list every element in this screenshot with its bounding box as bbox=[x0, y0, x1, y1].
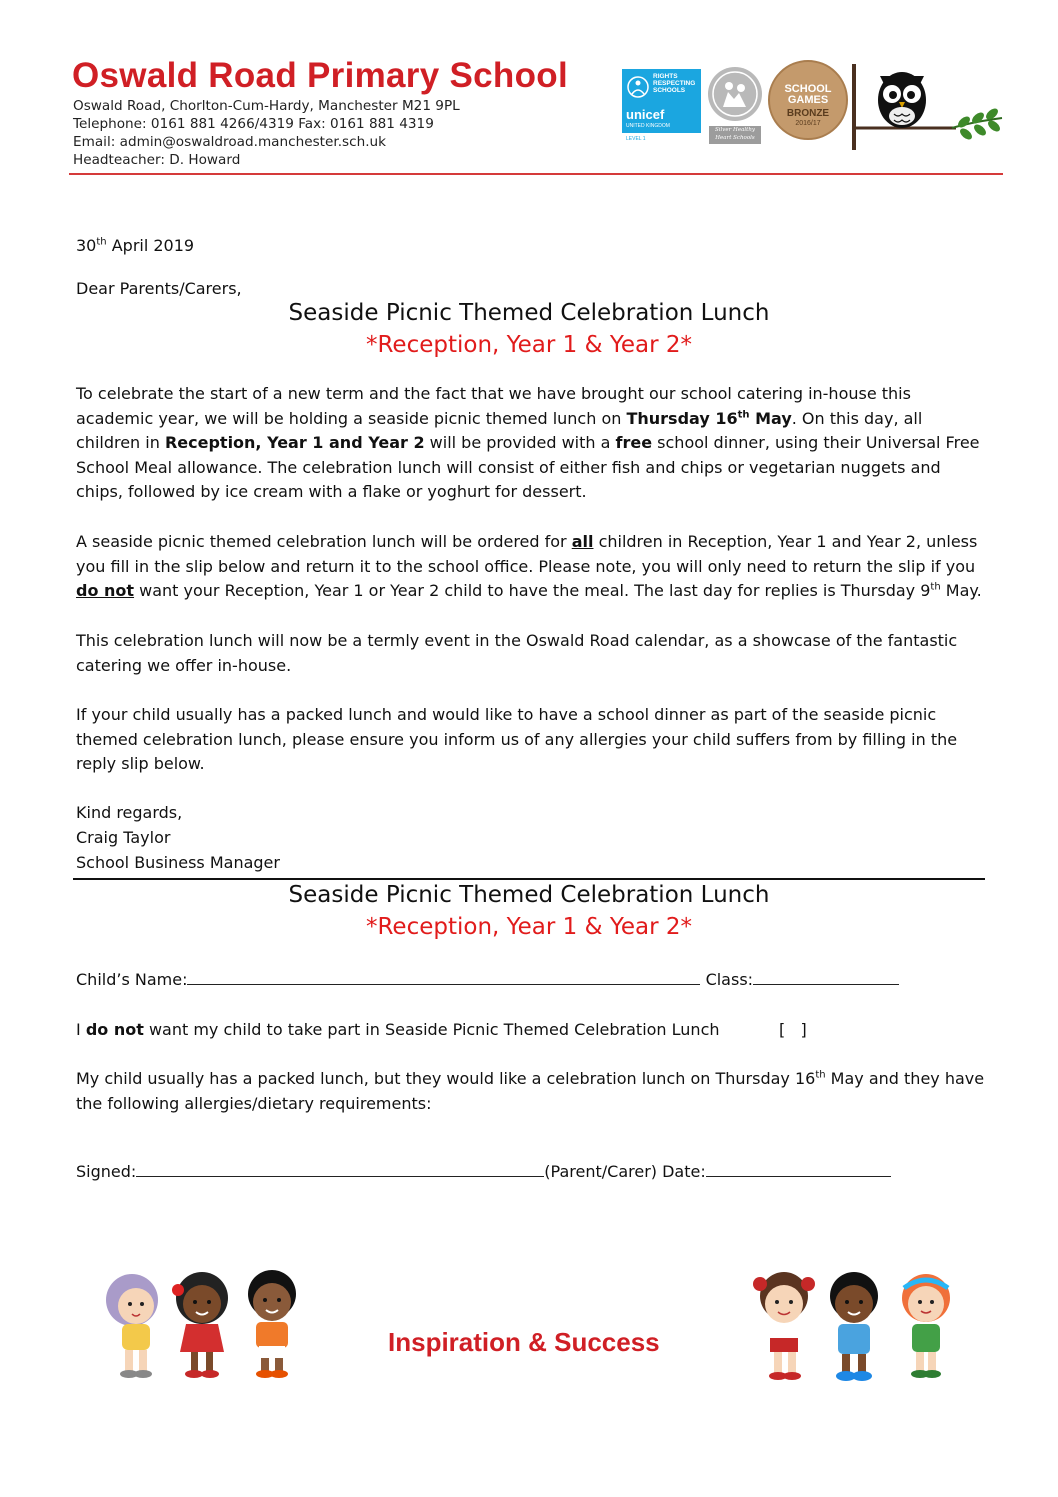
rights-respecting-unicef-logo bbox=[622, 69, 701, 133]
children-cartoon-left bbox=[96, 1266, 312, 1384]
school-games-bronze-logo bbox=[768, 60, 848, 140]
slip-title: Seaside Picnic Themed Celebration Lunch bbox=[288, 882, 770, 908]
child-name-row bbox=[76, 967, 986, 993]
class-field[interactable] bbox=[753, 967, 899, 985]
paragraph-packed-lunch: If your child usually has a packed lunch and would like to have a school dinner as part of the seaside picnic themed celebration lunch, please ensure you inform us of any allergies your child suffers from by filling in the reply slip below. bbox=[76, 705, 958, 774]
unicef-sub-text: UNITED KINGDOM bbox=[626, 123, 670, 129]
paragraph-order: A seaside picnic themed celebration lunch will be ordered for all children in Reception, Year 1 and Year 2, unless you fill in the slip below and return it to the school office. Please note, you will only need to return the slip if you do not want your Reception, Year 1 or Year 2 child to have the meal. The last day for replies is Thursday 9th May. bbox=[76, 532, 982, 601]
school-headteacher: Headteacher: D. Howard bbox=[73, 152, 241, 168]
packed-lunch-request: My child usually has a packed lunch, but they would like a celebration lunch on Thursday 16th May and they have the following allergies/dietary requirements: bbox=[76, 1069, 985, 1113]
date-field[interactable] bbox=[706, 1159, 891, 1177]
letter-signoff: Kind regards, bbox=[76, 803, 183, 822]
unicef-text: unicef bbox=[626, 107, 665, 122]
school-name: Oswald Road Primary School bbox=[72, 56, 568, 95]
healthy-schools-logo bbox=[708, 67, 762, 121]
school-telephone: Telephone: 0161 881 4266/4319 Fax: 0161 881 4319 bbox=[73, 116, 434, 132]
child-name-field[interactable] bbox=[187, 967, 700, 985]
school-games-year: 2016/17 bbox=[795, 120, 821, 127]
school-games-medal: BRONZE bbox=[786, 108, 830, 119]
healthy-schools-icon bbox=[708, 67, 762, 121]
owl-on-branch-icon bbox=[852, 62, 1008, 154]
header-divider bbox=[69, 173, 1003, 175]
signature-row bbox=[76, 1159, 986, 1185]
letter-subtitle: *Reception, Year 1 & Year 2* bbox=[365, 332, 692, 358]
rights-respecting-icon bbox=[626, 74, 650, 100]
school-games-text: SCHOOL GAMES bbox=[784, 83, 832, 106]
letter-title: Seaside Picnic Themed Celebration Lunch bbox=[288, 300, 770, 326]
school-address: Oswald Road, Chorlton-Cum-Hardy, Manchester M21 9PL bbox=[73, 98, 460, 114]
letter-signer-role: School Business Manager bbox=[76, 853, 280, 872]
letter-signer: Craig Taylor bbox=[76, 828, 171, 847]
school-slogan: Inspiration & Success bbox=[388, 1327, 660, 1357]
rights-respecting-level: LEVEL 1 bbox=[626, 136, 646, 142]
class-label: Class: bbox=[705, 970, 754, 989]
slip-subtitle: *Reception, Year 1 & Year 2* bbox=[365, 914, 692, 940]
signature-field[interactable] bbox=[136, 1159, 544, 1177]
optout-checkbox[interactable]: [ ] bbox=[779, 1020, 807, 1039]
optout-row: I do not want my child to take part in Seaside Picnic Themed Celebration Lunch bbox=[76, 1020, 720, 1039]
letter-salutation: Dear Parents/Carers, bbox=[76, 279, 242, 298]
parent-carer-date-label: (Parent/Carer) Date: bbox=[544, 1162, 706, 1181]
child-name-label: Child’s Name: bbox=[76, 970, 188, 989]
paragraph-celebration: To celebrate the start of a new term and the fact that we have brought our school catering in-house this academic year, we will be holding a seaside picnic themed lunch on Thursday 16th May. On this day, all children in Reception, Year 1 and Year 2 will be provided with a free school dinner, using their Universal Free School Meal allowance. The celebration lunch will consist of either fish and chips or vegetarian nuggets and chips, followed by ice cream with a flake or yoghurt for dessert. bbox=[76, 384, 980, 502]
signed-label: Signed: bbox=[76, 1162, 137, 1181]
children-cartoon-right bbox=[746, 1266, 966, 1388]
school-email: Email: admin@oswaldroad.manchester.sch.uk bbox=[73, 134, 387, 150]
healthy-schools-caption: Silver Healthy Heart Schools bbox=[709, 126, 761, 144]
slip-divider bbox=[73, 878, 985, 880]
rights-respecting-text: RIGHTS RESPECTING SCHOOLS bbox=[653, 73, 696, 94]
paragraph-termly: This celebration lunch will now be a termly event in the Oswald Road calendar, as a showcase of the fantastic catering we offer in-house. bbox=[76, 631, 958, 675]
letter-date: 30th April 2019 bbox=[76, 236, 195, 255]
